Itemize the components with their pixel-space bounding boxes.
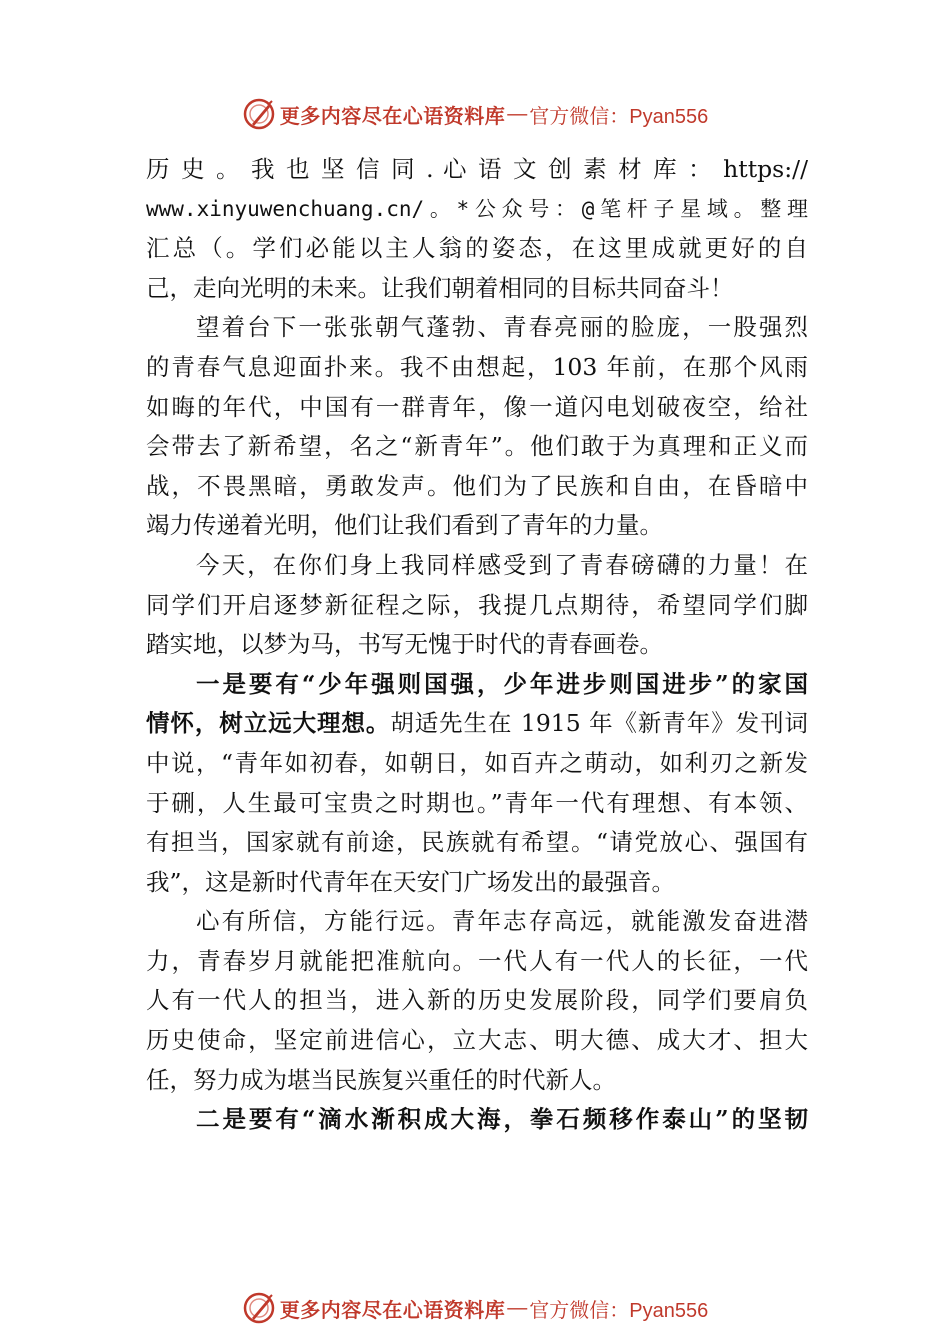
text-line: 竭力传递着光明，他们让我们看到了青年的力量。 bbox=[146, 511, 663, 540]
footer-site-text: 更多内容尽在心语资料库 bbox=[279, 1297, 506, 1322]
text-line: 战，不畏黑暗，勇敢发声。他们为了民族和自由，在昏暗中 bbox=[146, 471, 808, 500]
text-line: 中说，“青年如初春，如朝日，如百卉之萌动，如利刃之新发 bbox=[146, 748, 808, 777]
quill-logo-icon bbox=[242, 97, 276, 131]
text-line: 踏实地，以梦为马，书写无愧于时代的青春画卷。 bbox=[146, 630, 663, 659]
text-line: 历 史 。 我 也 坚 信 同 . 心 语 文 创 素 材 库 ： https:// bbox=[146, 155, 808, 183]
header-separator: — bbox=[507, 102, 528, 125]
text-line-mixed bbox=[146, 704, 808, 744]
text-line: 同学们开启逐梦新征程之际，我提几点期待，希望同学们脚 bbox=[146, 590, 808, 619]
page-header bbox=[0, 94, 950, 134]
text-line: 己，走向光明的未来。让我们朝着相同的目标共同奋斗！ bbox=[146, 273, 734, 302]
section-heading-line: 二是要有“滴水渐积成大海，拳石频移作泰山”的坚韧 bbox=[196, 1105, 808, 1134]
text-line: 任，努力成为堪当民族复兴重任的时代新人。 bbox=[146, 1065, 616, 1094]
text-line: 汇总（。学们必能以主人翁的姿态，在这里成就更好的自 bbox=[146, 234, 808, 263]
document-body bbox=[146, 150, 808, 1140]
text-line: 有担当，国家就有前途，民族就有希望。“请党放心、强国有 bbox=[146, 828, 808, 857]
text-line: 今天，在你们身上我同样感受到了青春磅礴的力量！在 bbox=[196, 550, 808, 579]
text-line: 会带去了新希望，名之“新青年”。他们敢于为真理和正义而 bbox=[146, 432, 808, 461]
text-line: 如晦的年代，中国有一群青年，像一道闪电划破夜空，给社 bbox=[146, 392, 808, 421]
header-wechat-text: 官方微信：Pyan556 bbox=[529, 105, 709, 128]
text-line: 心有所信，方能行远。青年志存高远，就能激发奋进潜 bbox=[196, 907, 808, 936]
text-line: 人有一代人的担当，进入新的历史发展阶段，同学们要肩负 bbox=[146, 986, 808, 1015]
page-footer bbox=[0, 1288, 950, 1328]
header-site-text: 更多内容尽在心语资料库 bbox=[279, 103, 506, 128]
section-heading-tail: 情怀，树立远大理想。 bbox=[146, 709, 391, 738]
footer-wechat-text: 官方微信：Pyan556 bbox=[529, 1299, 709, 1322]
text-line: 于硎，人生最可宝贵之时期也。”青年一代有理想、有本领、 bbox=[146, 788, 808, 817]
footer-separator: — bbox=[507, 1296, 528, 1319]
text-line: 的青春气息迎面扑来。我不由想起，103 年前，在那个风雨 bbox=[146, 352, 808, 381]
text-line: www.xinyuwenchuang.cn/。*公众号：@笔杆子星域。整理 bbox=[146, 196, 808, 221]
text-line: 历史使命，坚定前进信心，立大志、明大德、成大才、担大 bbox=[146, 1026, 808, 1055]
quill-logo-icon bbox=[242, 1291, 276, 1325]
text-span: 胡适先生在 1915 年《新青年》发刊词 bbox=[390, 709, 808, 738]
section-heading-line: 一是要有“少年强则国强，少年进步则国进步”的家国 bbox=[196, 669, 808, 698]
text-line: 力，青春岁月就能把准航向。一代人有一代人的长征，一代 bbox=[146, 946, 808, 975]
text-line: 我”，这是新时代青年在天安门广场发出的最强音。 bbox=[146, 867, 676, 896]
text-line: 望着台下一张张朝气蓬勃、青春亮丽的脸庞，一股强烈 bbox=[196, 313, 808, 342]
